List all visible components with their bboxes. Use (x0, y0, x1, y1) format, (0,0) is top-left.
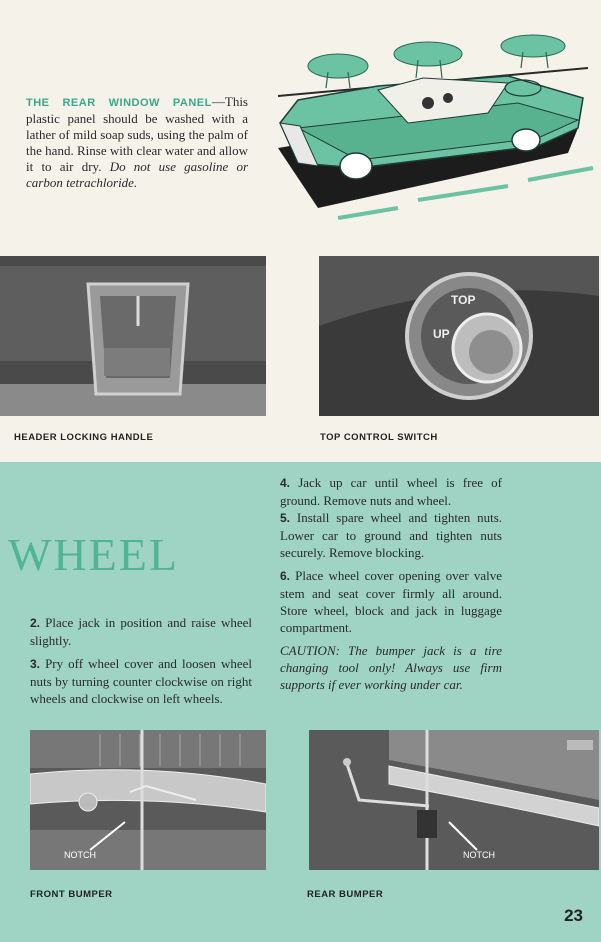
wheel-steps-left (30, 614, 252, 713)
front-bumper-photo (30, 730, 266, 870)
step-6-text: Place wheel cover opening over valve stem and seat cover firmly all around. Store wheel, block and jack in luggage compartment. (280, 568, 503, 635)
caution-note: CAUTION: The bumper jack is a tire changing tool only! Always use firm supports if ever working under car. (280, 643, 502, 692)
step-5-number: 5. (280, 511, 291, 525)
step-4-number: 4. (280, 476, 291, 490)
rear-bumper-photo (309, 730, 599, 870)
wheel-section-title: WHEEL (8, 529, 179, 580)
front-notch-label: NOTCH (64, 850, 96, 860)
front-bumper-caption: FRONT BUMPER (30, 889, 113, 900)
switch-top-label: TOP (451, 293, 476, 307)
top-control-switch-caption: TOP CONTROL SWITCH (320, 432, 438, 443)
step-5 (280, 509, 502, 561)
rear-notch-label: NOTCH (463, 850, 495, 860)
rear-window-heading: THE REAR WINDOW PANEL (26, 97, 212, 109)
header-locking-handle-photo (0, 256, 266, 416)
step-6 (280, 567, 502, 636)
step-3-text: Pry off wheel cover and loosen wheel nuts by turning counter clockwise on right wheels and clockwise on left wheels. (30, 656, 252, 706)
rear-window-panel-paragraph (26, 94, 248, 191)
header-locking-handle-caption: HEADER LOCKING HANDLE (14, 432, 154, 443)
step-3-number: 3. (30, 657, 41, 671)
step-5-text: Install spare wheel and tighten nuts. Lower car to ground and tighten nuts securely. Remove blocking. (280, 510, 502, 560)
step-2-number: 2. (30, 616, 41, 630)
switch-up-label: UP (433, 327, 450, 341)
step-4 (280, 474, 502, 509)
step-3 (30, 655, 252, 707)
heading-dash: — (211, 94, 225, 109)
step-4-text: Jack up car until wheel is free of ground. Remove nuts and wheel. (280, 475, 503, 508)
page-number: 23 (564, 906, 583, 925)
convertible-car-illustration (258, 28, 598, 228)
rear-window-text: This plastic panel should be washed with a lather of mild soap suds, using the palm of the hand. Rinse with clear water and allow it to air dry. (26, 94, 248, 174)
top-control-switch-photo (319, 256, 599, 416)
step-6-number: 6. (280, 569, 291, 583)
step-2 (30, 614, 252, 649)
rear-window-warning: Do not use gasoline or carbon tetrachloride. (26, 159, 249, 190)
rear-bumper-caption: REAR BUMPER (307, 889, 384, 900)
wheel-steps-right (280, 474, 502, 699)
step-2-text: Place jack in position and raise wheel slightly. (30, 615, 252, 648)
